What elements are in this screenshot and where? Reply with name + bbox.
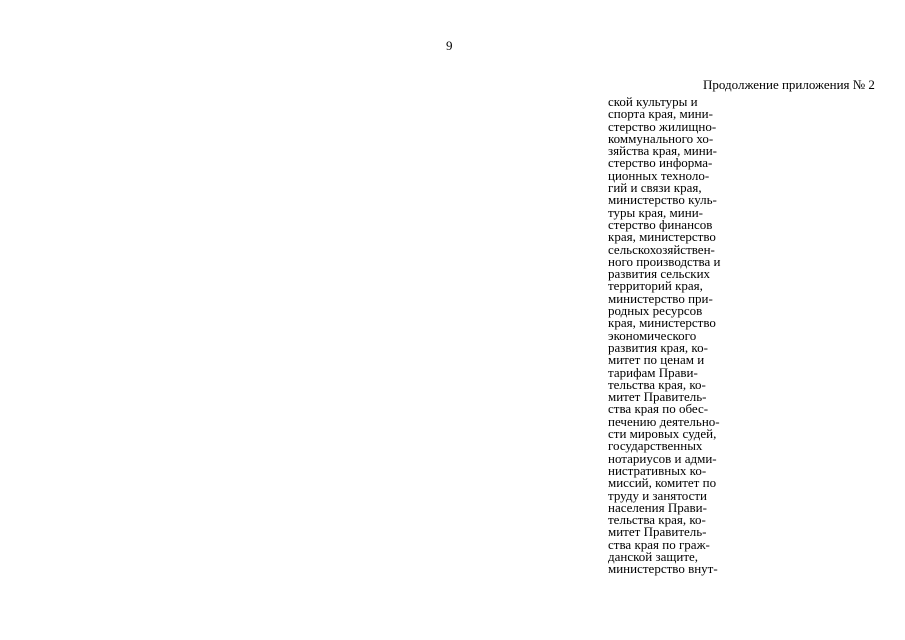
text-line: края, министерство [608,315,716,331]
text-line: министерство внут- [608,561,718,577]
text-line: митет Правитель- [608,524,707,540]
appendix-continuation-label: Продолжение приложения № 2 [703,77,875,92]
text-line: территорий края, [608,278,703,294]
text-line: министерство при- [608,290,713,306]
text-line: тельства края, ко- [608,512,706,528]
text-line: ного производства и [608,253,721,269]
text-line: населения Прави- [608,499,707,515]
text-line: нотариусов и адми- [608,450,717,466]
text-line: миссий, комитет по [608,475,717,491]
text-line: стерство жилищно- [608,118,717,134]
text-line: туры края, мини- [608,204,703,220]
text-line: тельства края, ко- [608,376,706,392]
text-line: тарифам Прави- [608,364,698,380]
text-line: ства края по обес- [608,401,709,417]
text-line: ства края по граж- [608,536,710,552]
text-line: стерство информа- [608,155,713,171]
text-line: края, министерство [608,229,716,245]
text-line: нистративных ко- [608,462,707,478]
text-line: митет по ценам и [608,352,705,368]
text-line: сельскохозяйствен- [608,241,715,257]
text-line: спорта края, мини- [608,106,713,122]
text-line: родных ресурсов [608,303,703,319]
text-line: печению деятельно- [608,413,720,429]
text-line: митет Правитель- [608,389,707,405]
text-line: сти мировых судей, [608,426,717,442]
text-line: гий и связи края, [608,180,702,196]
text-line: ционных техноло- [608,167,710,183]
table-cell-responsible-bodies [608,96,758,576]
text-line: ской культуры и [608,94,698,109]
text-line: государственных [608,438,703,454]
text-line: данской защите, [608,548,699,564]
text-line: коммунального хо- [608,130,714,146]
text-line: экономического [608,327,697,343]
page-number: 9 [446,38,453,53]
text-line: стерство финансов [608,216,713,232]
text-line: развития края, ко- [608,339,708,355]
text-line: развития сельских [608,266,711,282]
text-line: труду и занятости [608,487,708,503]
text-line: зяйства края, мини- [608,143,718,159]
text-line: министерство куль- [608,192,717,208]
